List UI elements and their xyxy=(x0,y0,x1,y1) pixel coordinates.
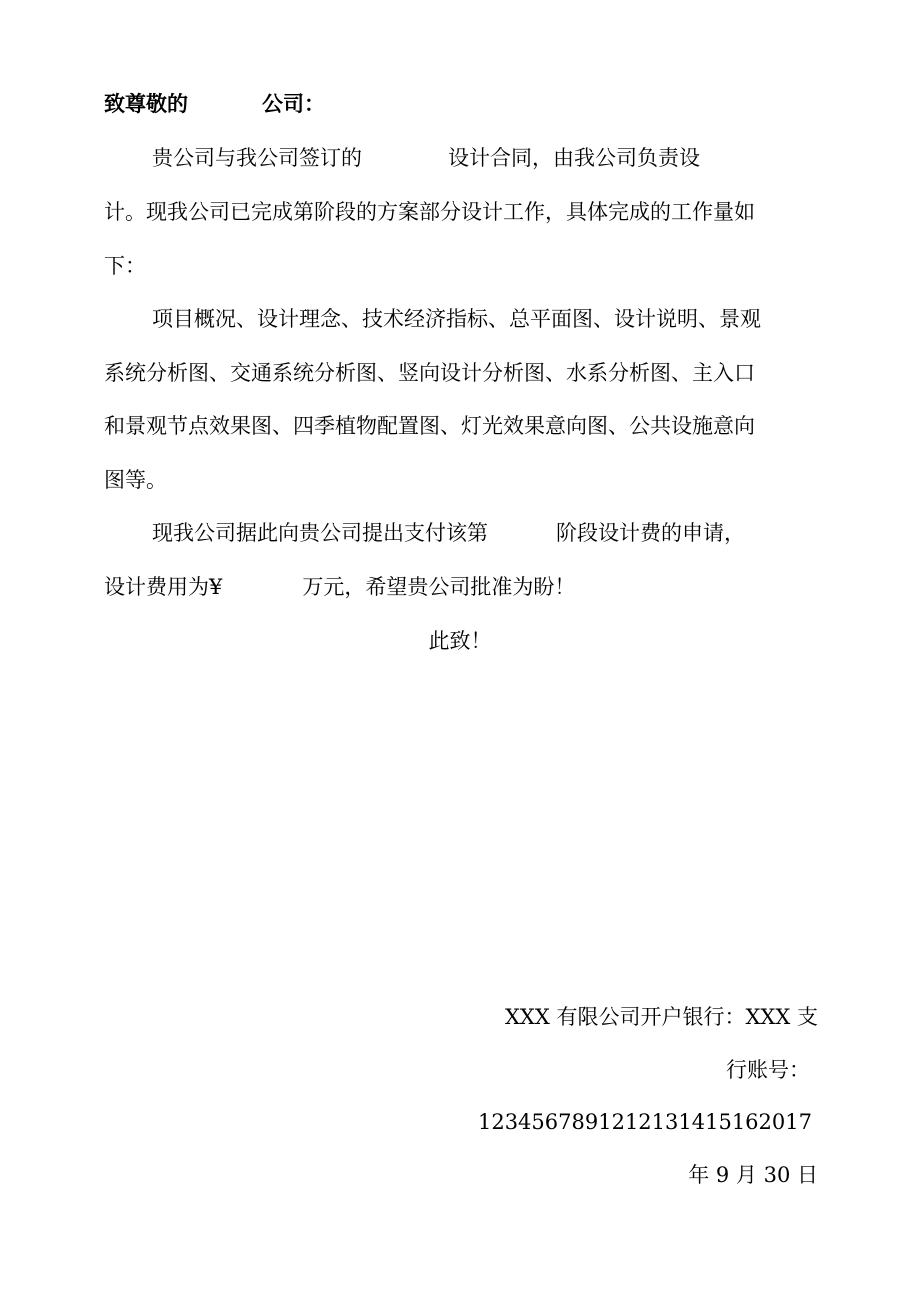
para3-line2 xyxy=(104,572,575,602)
salutation xyxy=(104,89,325,119)
salutation-prefix: 致尊敬的 xyxy=(104,91,188,116)
para2-line4: 图等。 xyxy=(104,468,167,492)
para1-line3: 下： xyxy=(104,254,146,278)
signature-line2: 行账号： xyxy=(726,1058,810,1082)
salutation-suffix: 公司： xyxy=(262,91,325,116)
para2-line3: 和景观节点效果图、四季植物配置图、灯光效果意向图、公共设施意向 xyxy=(104,414,755,438)
signature-line1: XXX 有限公司开户银行：XXX 支 xyxy=(504,1005,818,1029)
para1-line2: 计。现我公司已完成第阶段的方案部分设计工作，具体完成的工作量如 xyxy=(104,200,755,224)
para1-line1 xyxy=(152,143,700,173)
para3-line1-a: 现我公司据此向贵公司提出支付该第 xyxy=(152,521,488,545)
para3-line1 xyxy=(152,518,745,548)
para2-line1: 项目概况、设计理念、技术经济指标、总平面图、设计说明、景观 xyxy=(152,307,761,331)
para2-line2: 系统分析图、交通系统分析图、竖向设计分析图、水系分析图、主入口 xyxy=(104,361,755,385)
para3-line1-b: 阶段设计费的申请， xyxy=(556,521,745,545)
para1-line1-b: 设计合同，由我公司负责设 xyxy=(448,146,700,170)
signature-line3: 12345678912121314151620​17 xyxy=(477,1110,812,1134)
para3-line2-a: 设计费用为¥ xyxy=(104,575,223,599)
para3-line2-b: 万元，希望贵公司批准为盼！ xyxy=(302,575,576,599)
closing: 此致！ xyxy=(428,629,492,653)
signature-date: 年 9 月 30 日 xyxy=(688,1163,818,1187)
para1-line1-a: 贵公司与我公司签订的 xyxy=(152,146,362,170)
